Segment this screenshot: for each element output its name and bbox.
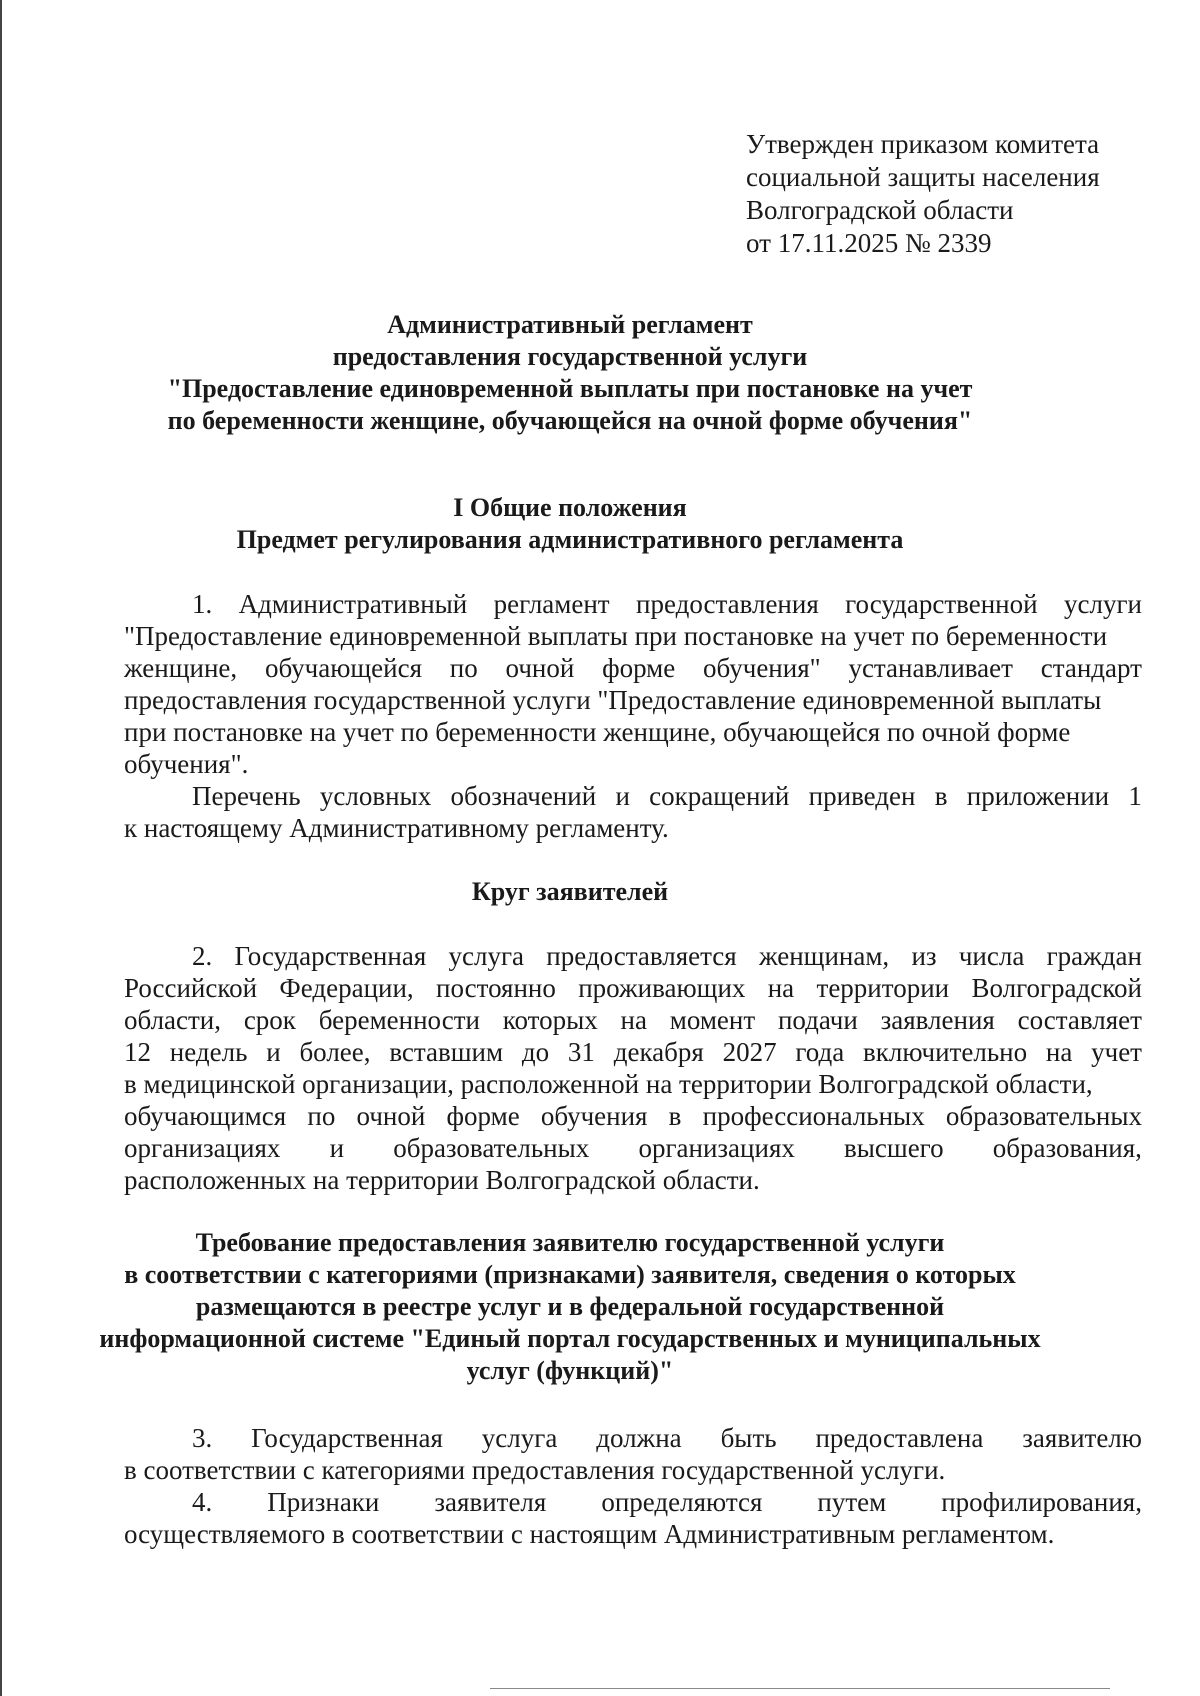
paragraph-line <box>124 1036 1142 1068</box>
paragraph-line <box>124 780 1142 812</box>
word: 12 <box>124 1037 151 1067</box>
heading-line: информационной системе "Единый портал государственных и муниципальных <box>99 1324 1041 1353</box>
word: должна <box>596 1423 682 1453</box>
word: числа <box>958 941 1025 971</box>
title-line: по беременности женщине, обучающейся на очной форме обучения" <box>167 406 973 435</box>
word: в <box>668 1101 682 1131</box>
word: приведен <box>808 781 916 811</box>
word: Федерации, <box>279 973 414 1003</box>
word: организациях <box>124 1133 281 1163</box>
word: Государственная <box>234 941 427 971</box>
paragraph-line <box>124 940 1142 972</box>
line-text: расположенных на территории Волгоградской области. <box>124 1165 760 1195</box>
approval-stamp-block <box>746 128 1100 260</box>
word: профилирования, <box>941 1487 1142 1517</box>
word: обучения <box>540 1101 648 1131</box>
line-text: "Предоставление единовременной выплаты при постановке на учет по беременности <box>124 621 1108 651</box>
word: на <box>767 973 795 1003</box>
paragraph-line <box>124 1422 1142 1454</box>
line-text: в медицинской организации, расположенной на территории Волгоградской области, <box>124 1069 1093 1099</box>
line-text: предоставления государственной услуги "Предоставление единовременной выплаты <box>124 685 1102 715</box>
word: государственной <box>845 589 1038 619</box>
word: декабря <box>613 1037 704 1067</box>
word: форме <box>602 653 676 683</box>
word: и <box>266 1037 281 1067</box>
word: года <box>795 1037 845 1067</box>
approval-date-number: от 17.11.2025 № 2339 <box>746 228 992 258</box>
paragraph-line <box>124 1454 1142 1486</box>
paragraph-line <box>124 1518 1142 1550</box>
word: подачи <box>777 1005 858 1035</box>
word: 1 <box>1128 781 1142 811</box>
word: Признаки <box>267 1487 380 1517</box>
paragraph-2 <box>124 780 1142 844</box>
word: постоянно <box>436 973 556 1003</box>
title-line: "Предоставление единовременной выплаты при постановке на учет <box>167 374 973 403</box>
word: заявителя <box>434 1487 547 1517</box>
word: форме <box>446 1101 520 1131</box>
word: в <box>934 781 948 811</box>
word: очной <box>505 653 575 683</box>
word: обозначений <box>450 781 597 811</box>
paragraph-line <box>124 1132 1142 1164</box>
word: из <box>911 941 937 971</box>
paragraph-line <box>124 588 1142 620</box>
word: включительно <box>863 1037 1028 1067</box>
word: приложении <box>966 781 1110 811</box>
word: 31 <box>567 1037 595 1067</box>
word: территории <box>816 973 950 1003</box>
word: 1. <box>192 589 213 619</box>
heading-line: Требование предоставления заявителю государственной услуги <box>195 1228 945 1257</box>
word: области, <box>124 1005 222 1035</box>
word: определяются <box>601 1487 763 1517</box>
paragraph-line <box>124 1068 1142 1100</box>
approval-line: социальной защиты населения <box>746 162 1100 192</box>
word: обучающейся <box>264 653 423 683</box>
word: и <box>329 1133 345 1163</box>
section-number-heading: I Общие положения <box>453 493 687 522</box>
word: женщине, <box>124 653 238 683</box>
word: заявления <box>880 1005 995 1035</box>
line-text: обучения". <box>124 749 249 779</box>
approval-line: Волгоградской области <box>746 195 1014 225</box>
line-text: в соответствии с категориями предоставления государственной услуги. <box>124 1455 946 1485</box>
word: услуга <box>448 941 525 971</box>
word: женщинам, <box>758 941 890 971</box>
word: устанавливает <box>848 653 1013 683</box>
word: проживающих <box>578 973 746 1003</box>
paragraph-1 <box>124 588 1142 780</box>
paragraph-line <box>124 1486 1142 1518</box>
word: высшего <box>844 1133 944 1163</box>
word: 4. <box>192 1487 213 1517</box>
word: 3. <box>192 1423 213 1453</box>
word: 2027 <box>722 1037 777 1067</box>
word: беременности <box>318 1005 480 1035</box>
word: Административный <box>238 589 468 619</box>
word: составляет <box>1017 1005 1142 1035</box>
paragraph-line <box>124 1164 1142 1196</box>
paragraph-line <box>124 652 1142 684</box>
paragraph-5 <box>124 1486 1142 1550</box>
scan-edge-border <box>0 0 2 1696</box>
heading-line: в соответствии с категориями (признаками) заявителя, сведения о которых <box>124 1260 1016 1289</box>
paragraph-line <box>124 1004 1142 1036</box>
word: услуга <box>481 1423 558 1453</box>
approval-line: Утвержден приказом комитета <box>746 129 1100 159</box>
word: очной <box>356 1101 426 1131</box>
word: образовательных <box>945 1101 1142 1131</box>
word: организациях <box>638 1133 795 1163</box>
word: на <box>1045 1037 1073 1067</box>
word: Российской <box>124 973 258 1003</box>
paragraph-line <box>124 1100 1142 1132</box>
word: Волгоградской <box>971 973 1142 1003</box>
word: обучающимся <box>124 1101 287 1131</box>
word: путем <box>817 1487 887 1517</box>
paragraph-line <box>124 716 1142 748</box>
word: обучения" <box>703 653 821 683</box>
word: по <box>449 653 478 683</box>
word: которых <box>502 1005 598 1035</box>
word: услуги <box>1063 589 1142 619</box>
paragraph-line <box>124 748 1142 780</box>
word: учет <box>1091 1037 1142 1067</box>
word: профессиональных <box>702 1101 925 1131</box>
section-heading-requirement <box>20 1227 1120 1387</box>
word: стандарт <box>1040 653 1142 683</box>
word: срок <box>243 1005 296 1035</box>
line-text: при постановке на учет по беременности женщине, обучающейся по очной форме <box>124 717 1071 747</box>
heading-line: услуг (функций)" <box>466 1356 674 1385</box>
word: образовательных <box>393 1133 590 1163</box>
word: и <box>615 781 630 811</box>
subsection-heading: Круг заявителей <box>471 877 669 906</box>
paragraph-4 <box>124 1422 1142 1486</box>
section-heading-applicants <box>20 876 1120 908</box>
word: быть <box>720 1423 777 1453</box>
word: заявителю <box>1022 1423 1142 1453</box>
heading-line: размещаются в реестре услуг и в федеральной государственной <box>195 1292 945 1321</box>
section-heading-general <box>20 492 1120 556</box>
paragraph-3 <box>124 940 1142 1196</box>
word: недель <box>169 1037 248 1067</box>
word: момент <box>669 1005 756 1035</box>
title-line: Административный регламент <box>387 310 753 339</box>
subsection-heading: Предмет регулирования административного регламента <box>236 525 904 554</box>
word: предоставлена <box>815 1423 984 1453</box>
word: предоставления <box>636 589 819 619</box>
word: сокращений <box>649 781 790 811</box>
document-title <box>20 309 1120 437</box>
word: Перечень <box>192 781 301 811</box>
paragraph-line <box>124 684 1142 716</box>
footer-rule <box>490 1688 1110 1689</box>
word: предоставляется <box>546 941 737 971</box>
word: 2. <box>192 941 213 971</box>
word: Государственная <box>251 1423 443 1453</box>
word: до <box>521 1037 550 1067</box>
word: образования, <box>992 1133 1142 1163</box>
line-text: осуществляемого в соответствии с настоящим Административным регламентом. <box>124 1519 1055 1549</box>
word: условных <box>319 781 432 811</box>
word: граждан <box>1046 941 1142 971</box>
line-text: к настоящему Административному регламенту. <box>124 813 669 843</box>
paragraph-line <box>124 812 1142 844</box>
title-line: предоставления государственной услуги <box>332 342 808 371</box>
paragraph-line <box>124 620 1142 652</box>
word: более, <box>299 1037 371 1067</box>
paragraph-line <box>124 972 1142 1004</box>
word: на <box>620 1005 647 1035</box>
word: вставшим <box>389 1037 504 1067</box>
word: по <box>307 1101 336 1131</box>
word: регламент <box>493 589 610 619</box>
